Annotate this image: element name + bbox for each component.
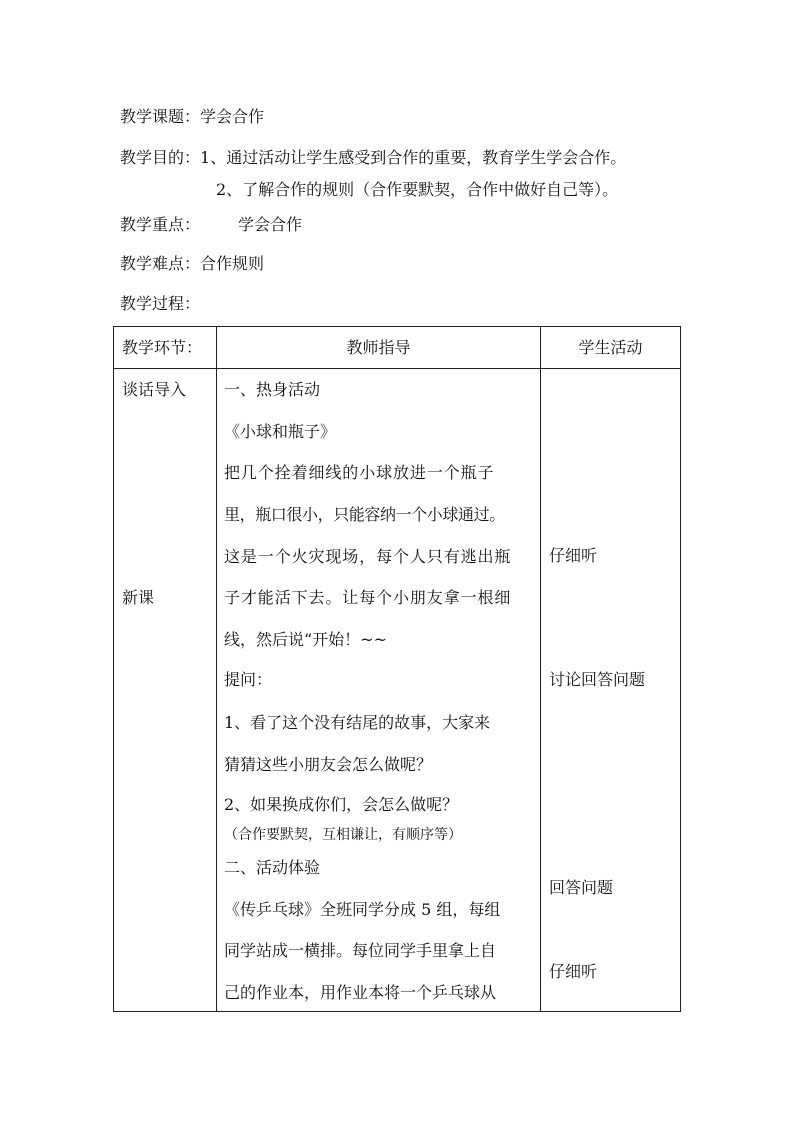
header-stage: 教学环节： (122, 338, 203, 357)
teacher-line: 2、如果换成你们，会怎么做呢？ (224, 795, 459, 814)
stage-new-lesson: 新课 (122, 588, 155, 607)
column-divider-2 (540, 327, 541, 1011)
teacher-line: 这是一个火灾现场，每个人只有逃出瓶 (224, 547, 512, 566)
header-divider (114, 368, 680, 369)
student-line: 仔细听 (549, 962, 598, 981)
stage-intro: 谈话导入 (122, 380, 187, 399)
lesson-process-table (113, 326, 681, 1012)
process-line (120, 294, 200, 314)
student-line: 回答问题 (549, 878, 614, 897)
teacher-line: 二、活动体验 (224, 858, 321, 877)
goal-item-2: 2、了解合作的规则（合作要默契，合作中做好自己等）。 (216, 180, 619, 199)
teacher-line: 《小球和瓶子》 (224, 422, 337, 441)
key-line (120, 215, 302, 235)
header-teacher: 教师指导 (346, 338, 411, 357)
topic-value: 学会合作 (200, 107, 265, 126)
difficulty-label: 教学难点： (120, 254, 201, 273)
teacher-line: 1、看了这个没有结尾的故事，大家来 (224, 713, 491, 732)
teacher-line: 子才能活下去。让每个小朋友拿一根细 (224, 588, 512, 607)
topic-line (120, 107, 264, 127)
teacher-line: 己的作业本，用作业本将一个乒乓球从 (224, 983, 497, 1002)
student-line: 讨论回答问题 (549, 670, 646, 689)
topic-label: 教学课题： (120, 107, 201, 126)
teacher-line: 提问： (224, 670, 273, 689)
teacher-line: 把几个拴着细线的小球放进一个瓶子 (224, 463, 495, 482)
goal-line-2 (216, 180, 618, 200)
student-line: 仔细听 (549, 546, 598, 565)
teacher-line: 一、热身活动 (224, 380, 321, 399)
key-value: 学会合作 (238, 215, 303, 234)
goal-item-1: 1、通过活动让学生感受到合作的重要，教育学生学会合作。 (200, 148, 627, 167)
difficulty-value: 合作规则 (200, 254, 265, 273)
teacher-line: 线，然后说“开始！~~ (224, 630, 387, 649)
teacher-line: 猜猜这些小朋友会怎么做呢？ (224, 755, 433, 774)
process-label: 教学过程： (120, 294, 201, 313)
goal-line-1 (120, 148, 626, 168)
difficulty-line (120, 254, 264, 274)
teacher-line: 里，瓶口很小，只能容纳一个小球通过。 (224, 505, 505, 524)
teacher-line: （合作要默契，互相谦让，有顺序等） (224, 827, 462, 843)
goal-label: 教学目的： (120, 148, 201, 167)
header-student: 学生活动 (578, 338, 643, 357)
teacher-line: 同学站成一横排。每位同学手里拿上自 (224, 941, 497, 960)
key-label: 教学重点： (120, 215, 201, 234)
teacher-line: 《传乒乓球》全班同学分成 5 组，每组 (224, 900, 501, 919)
column-divider-1 (216, 327, 217, 1011)
